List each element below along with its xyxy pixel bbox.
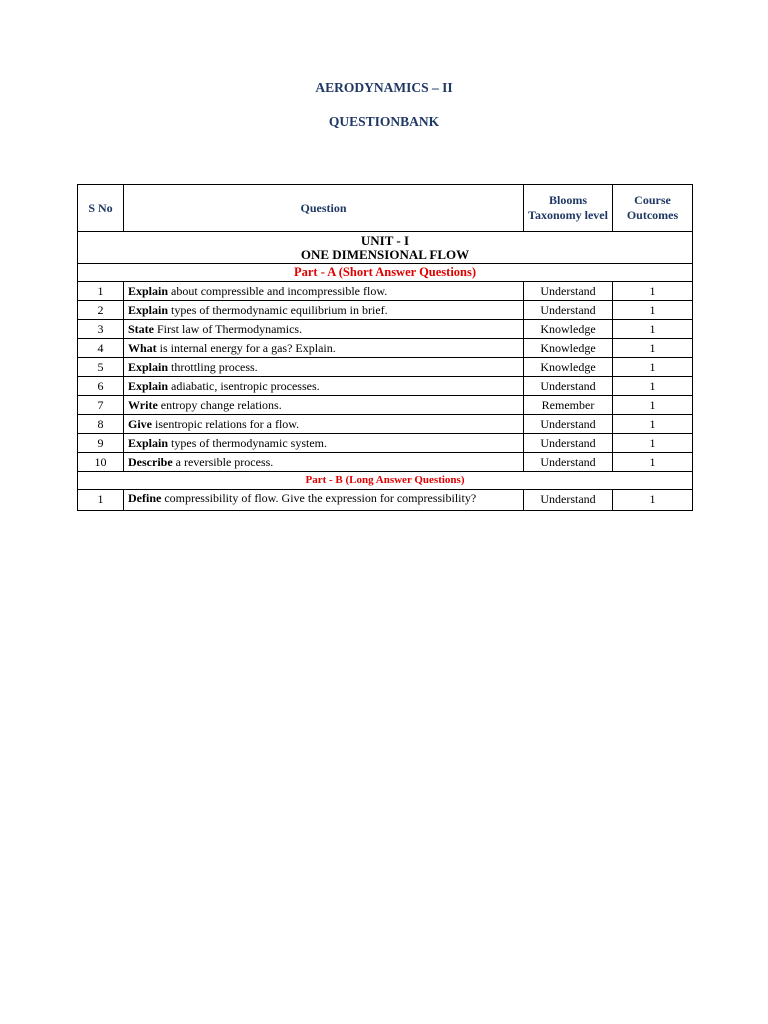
course-outcome: 1: [613, 434, 693, 453]
question-number: 5: [78, 358, 124, 377]
unit-name: ONE DIMENSIONAL FLOW: [300, 247, 470, 262]
question-body: types of thermodynamic equilibrium in brief.: [168, 303, 388, 317]
course-outcome: 1: [613, 320, 693, 339]
question-keyword: Explain: [128, 379, 169, 393]
blooms-level: Knowledge: [524, 339, 613, 358]
course-outcome: 1: [613, 396, 693, 415]
question-body: adiabatic, isentropic processes.: [168, 379, 320, 393]
document-subtitle: QUESTIONBANK: [328, 114, 440, 129]
question-keyword: Define: [128, 491, 162, 505]
question-body: a reversible process.: [172, 455, 274, 469]
question-number: 1: [78, 282, 124, 301]
table-row: [78, 396, 693, 415]
question-text: [124, 434, 524, 453]
table-row: [78, 377, 693, 396]
question-keyword: Explain: [128, 436, 169, 450]
table-row: [78, 415, 693, 434]
question-text: [124, 301, 524, 320]
question-body: throttling process.: [168, 360, 258, 374]
course-outcome: 1: [613, 282, 693, 301]
question-number: 8: [78, 415, 124, 434]
question-text: [124, 453, 524, 472]
question-keyword: Write: [128, 398, 158, 412]
table-row: [78, 339, 693, 358]
table-row: [78, 320, 693, 339]
question-number: 7: [78, 396, 124, 415]
part-b-body: [78, 490, 693, 511]
blooms-level: Understand: [524, 490, 613, 511]
question-keyword: Give: [128, 417, 152, 431]
question-keyword: What: [128, 341, 157, 355]
question-keyword: Describe: [128, 455, 173, 469]
table-row: [78, 282, 693, 301]
course-outcome: 1: [613, 415, 693, 434]
header-outcomes: Course Outcomes: [613, 185, 693, 232]
course-outcome: 1: [613, 490, 693, 511]
table-row: [78, 453, 693, 472]
part-a-row: [78, 264, 693, 282]
question-text: [124, 490, 524, 511]
question-body: compressibility of flow. Give the expression for compressibility?: [161, 491, 477, 505]
question-body: types of thermodynamic system.: [168, 436, 328, 450]
blooms-level: Understand: [524, 434, 613, 453]
table-row: [78, 358, 693, 377]
table-header-row: [78, 185, 693, 232]
question-text: [124, 396, 524, 415]
table-row: [78, 490, 693, 511]
course-outcome: 1: [613, 358, 693, 377]
question-body: is internal energy for a gas? Explain.: [156, 341, 336, 355]
question-number: 1: [78, 490, 124, 511]
unit-label: UNIT - I: [360, 233, 410, 248]
blooms-level: Understand: [524, 415, 613, 434]
blooms-level: Understand: [524, 301, 613, 320]
question-number: 10: [78, 453, 124, 472]
part-b-row: [78, 472, 693, 490]
question-keyword: Explain: [128, 360, 169, 374]
course-outcome: 1: [613, 453, 693, 472]
blooms-level: Understand: [524, 453, 613, 472]
blooms-level: Knowledge: [524, 320, 613, 339]
question-text: [124, 377, 524, 396]
part-a-label: Part - A (Short Answer Questions): [78, 264, 693, 282]
question-body: entropy change relations.: [157, 398, 282, 412]
question-text: [124, 320, 524, 339]
blooms-level: Understand: [524, 377, 613, 396]
blooms-level: Knowledge: [524, 358, 613, 377]
question-text: [124, 415, 524, 434]
table-row: [78, 434, 693, 453]
question-keyword: Explain: [128, 303, 169, 317]
question-number: 6: [78, 377, 124, 396]
question-keyword: Explain: [128, 284, 169, 298]
course-outcome: 1: [613, 377, 693, 396]
header-question: Question: [124, 185, 524, 232]
question-number: 4: [78, 339, 124, 358]
question-text: [124, 339, 524, 358]
question-body: isentropic relations for a flow.: [152, 417, 300, 431]
question-body: about compressible and incompressible flow.: [168, 284, 388, 298]
document-title: AERODYNAMICS – II: [315, 80, 453, 95]
part-b-label: Part - B (Long Answer Questions): [78, 472, 693, 490]
blooms-level: Understand: [524, 282, 613, 301]
question-number: 2: [78, 301, 124, 320]
course-outcome: 1: [613, 339, 693, 358]
unit-row: [78, 232, 693, 264]
part-a-body: [78, 282, 693, 472]
header-sno: S No: [78, 185, 124, 232]
question-body: First law of Thermodynamics.: [154, 322, 303, 336]
blooms-level: Remember: [524, 396, 613, 415]
question-number: 3: [78, 320, 124, 339]
course-outcome: 1: [613, 301, 693, 320]
header-blooms: Blooms Taxonomy level: [524, 185, 613, 232]
question-table: [77, 184, 693, 511]
table-row: [78, 301, 693, 320]
question-number: 9: [78, 434, 124, 453]
question-text: [124, 282, 524, 301]
question-keyword: State: [128, 322, 154, 336]
question-text: [124, 358, 524, 377]
